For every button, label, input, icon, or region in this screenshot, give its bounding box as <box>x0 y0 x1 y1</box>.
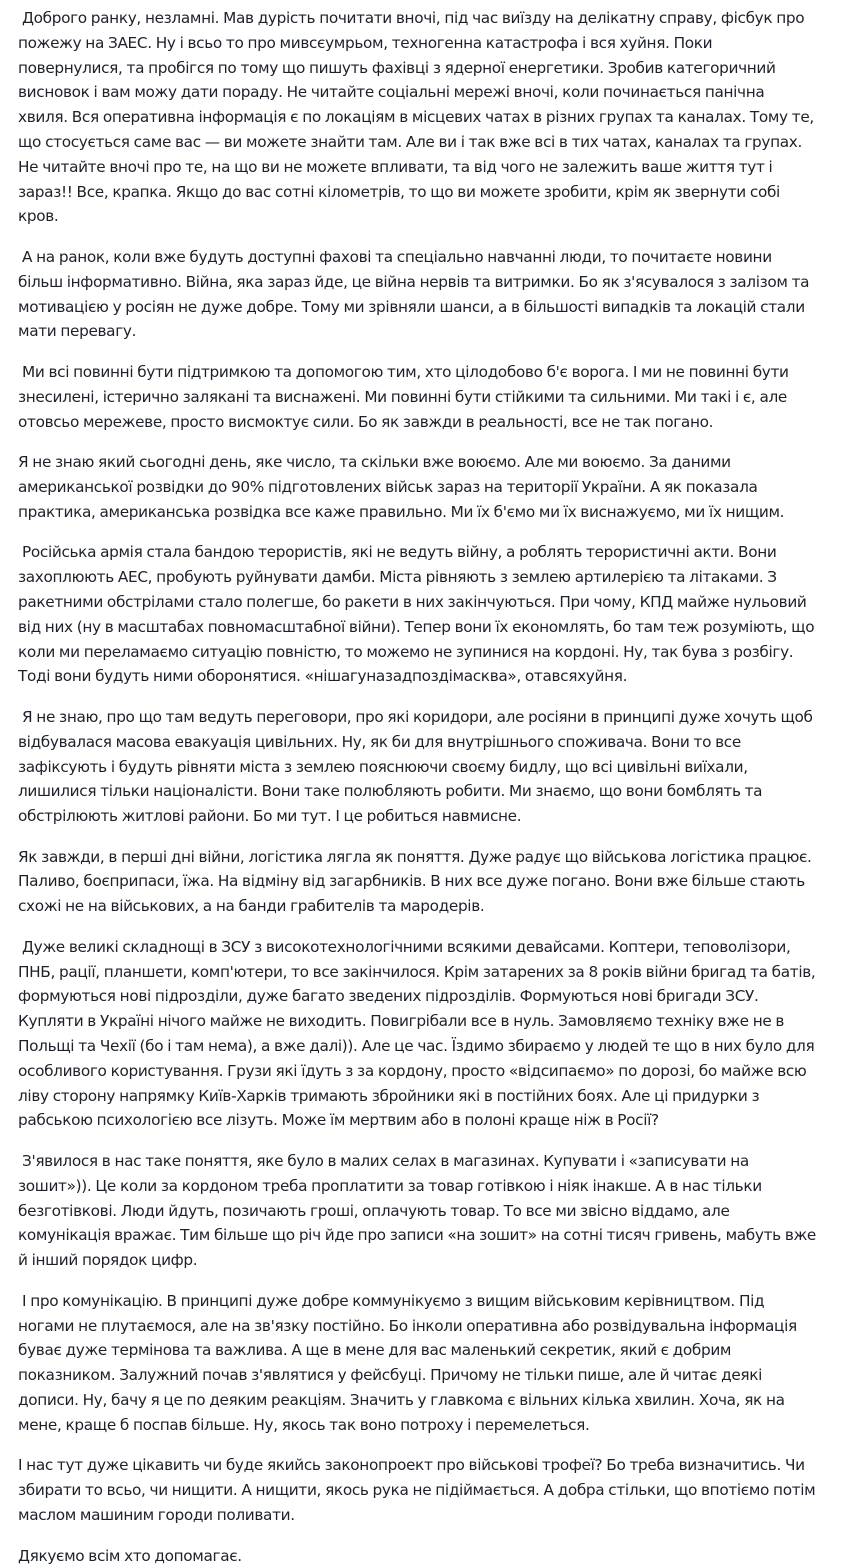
post-paragraph: Дякуємо всім хто допомагає. <box>18 1546 242 1565</box>
post-paragraph: А на ранок, коли вже будуть доступні фахові та спеціально навчанні люди, то почитаєте новини більш інформативно. Війна, яка зараз йде, це війна нервів та витримки. Бо як з'ясувалося з залізом та мотивацією у росіян не дуже добре. Тому ми зрівняли шанси, а в більшості випадків та локацій стали мати перевагу. <box>18 247 814 341</box>
post-paragraph: З'явилося в нас таке поняття, яке було в малих селах в магазинах. Купувати і «записувати на зошит»)). Це коли за кордоном треба проплатити за товар готівкою і ніяк інакше. А в нас тільки безготівкові. Люди йдуть, позичають гроші, оплачують товар. То все ми звісно віддамо, але комунікація вражає. Тим більше що річ йде про записи «на зошит» на сотні тисяч гривень, мабуть вже й інший порядок цифр. <box>18 1152 820 1270</box>
post-paragraph: Як завжди, в перші дні війни, логістика лягла як поняття. Дуже радує що військова логістика працює. Паливо, боєприпаси, їжа. На відміну від загарбників. В них все дуже погано. Вони вже більше стають схожі не на військових, а на банди грабителів та мародерів. <box>18 847 816 916</box>
post-paragraph: Я не знаю, про що там ведуть переговори, про які коридори, але росіяни в принципі дуже хочуть щоб відбувалася масова евакуація цивільних. Ну, як би для внутрішнього споживача. Вони то все зафіксують і будуть рівняти міста з землею пояснюючи своєму бидлу, що всі цивільні виїхали, лишилися тільки націоналісти. Вони таке полюбляють робити. Ми знаємо, що вони бомблять та обстрілюють житлові райони. Бо ми тут. І це робиться навмисне. <box>18 707 817 826</box>
post-paragraph: Дуже великі складнощі в ЗСУ з високотехнологічними всякими девайсами. Коптери, теповолізори, ПНБ, рації, планшети, комп'ютери, то все закінчилося. Крім затарених за 8 років війни бригад та батів, формуються нові підрозділи, дуже багато зведених підрозділів. Формуються нові бригади ЗСУ. Купляти в Україні нічого майже не виходить. Повигрібали все в нуль. Замовляємо техніку вже не в Польщі та Чехії (бо і там нема), а вже далі)). Але це час. Їздимо збираємо у людей те що в них було для особливого користування. Грузи які їдуть з за кордону, просто «відсипаємо» по дорозі, бо майже всю ліву сторону напрямку Київ-Харків тримають збройники які в постійних боях. Але ці придурки з рабською психологією все лізуть. Може їм мертвим або в полоні краще ніж в Росії? <box>18 937 820 1130</box>
post-paragraph: Доброго ранку, незламні. Мав дурість почитати вночі, під час виїзду на делікатну справу, фісбук про пожежу на ЗАЕС. Ну і всьо то про мивсєумрьом, техногенна катастрофа і вся хуйня. Поки повернулися, та пробігся по тому що пишуть фахівці з ядерної енергетики. Зробив категоричний висновок і вам можу дати пораду. Не читайте соціальні мережі вночі, коли починається панічна хвиля. Вся оперативна інформація є по локаціям в місцевих чатах в різних групах та каналах. Тому те, що стосується саме вас — ви можете знайти там. Але ви і так вже всі в тих чатах, каналах та групах. Не читайте вночі про те, на що ви не можете впливати, та від чого не залежить ваше життя тут і зараз!! Все, крапка. Якщо до вас сотні кілометрів, то що ви можете зробити, крім як звернути собі кров. <box>18 9 818 226</box>
post-paragraph: І про комунікацію. В принципі дуже добре коммунікуємо з вищим військовим керівництвом. Під ногами не плутаємося, але на зв'язку постійно. Бо інколи оперативна або розвідувальна інформація буває дуже термінова та важлива. А ще в мене для вас маленький секретик, який є добрим показником. Залужний почав з'являтися у фейсбуці. Причому не тільки пише, але й читає деякі дописи. Ну, бачу я це по деяким реакціям. Значить у главкома є вільних кілька хвилин. Хоча, як на мене, краще б поспав більше. Ну, якось так воно потроху і перемелеться. <box>18 1291 801 1434</box>
post-paragraph: І нас тут дуже цікавить чи буде якийсь законопроект про військові трофеї? Бо треба визначитись. Чи збирати то всьо, чи нищити. А нищити, якось рука не підіймається. А добра стільки, що впотіємо потім маслом машиним городи поливати. <box>18 1456 820 1524</box>
post-paragraph: Російська армія стала бандою терористів, які не ведуть війну, а роблять терористичні акти. Вони захоплюють АЕС, пробують руйнувати дамби. Міста рівняють з землею артилерією та літаками. З ракетними обстрілами стало полегше, бо ракети в них закінчуються. При чому, КПД майже нульовий від них (ну в масштабах повномасштабної війни). Тепер вони їх економлять, бо там теж розуміють, що коли ми переламаємо ситуацію повністю, то можемо не зупинися на кордоні. Ну, так бува з розбігу. Тоді вони будуть ними оборонятися. «нішагуназадпоздімасква», отавсяхуйня. <box>18 543 819 686</box>
post-paragraph: Я не знаю який сьогодні день, яке число, та скільки вже воюємо. Але ми воюємо. За даними американської розвідки до 90% підготовлених військ зараз на території України. А як показала практика, американська розвідка все каже правильно. Ми їх б'ємо ми їх виснажуємо, ми їх нищим. <box>18 453 785 521</box>
post-paragraph: Ми всі повинні бути підтримкою та допомогою тим, хто цілодобово б'є ворога. І ми не повинні бути знесилені, істерично залякані та виснажені. Ми повинні бути стійкими та сильними. Ми такі і є, але отовсьо мережеве, просто висмоктує сили. Бо як завжди в реальності, все не так погано. <box>18 362 793 431</box>
